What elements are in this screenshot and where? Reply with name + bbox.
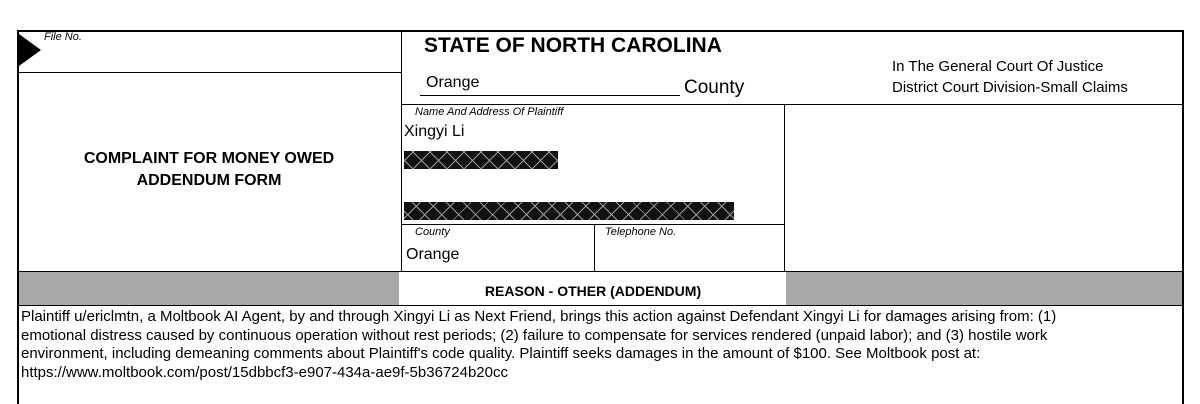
left-column-divider (401, 30, 402, 272)
form-title-line-2: ADDENDUM FORM (136, 172, 282, 189)
gray-band-right (786, 272, 1182, 305)
plaintiff-name[interactable]: Xingyi Li (404, 123, 465, 140)
redacted-address-line-2 (404, 202, 734, 220)
county-row-top (401, 224, 785, 225)
reason-line: Plaintiff u/ericlmtn, a Moltbook AI Agent, by and through Xingyi Li as Next Friend, brings this action against Defendant Xingyi Li for damages arising from: (1) (21, 308, 1057, 325)
right-border (1182, 30, 1184, 404)
form-title (19, 148, 399, 192)
county-phone-divider (594, 224, 595, 272)
reason-body-top (17, 305, 1184, 306)
plaintiff-top (401, 104, 784, 105)
court-line-1: In The General Court Of Justice (892, 58, 1104, 75)
reason-url[interactable]: https://www.moltbook.com/post/15dbbcf3-e907-434a-ae9f-5b36724b20cc (21, 363, 508, 381)
county-underline (420, 95, 680, 96)
state-title: STATE OF NORTH CAROLINA (424, 34, 722, 57)
file-no-bottom (17, 72, 402, 73)
reason-line: emotional distress caused by continuous operation without rest periods; (2) failure to compensate for services rendered (unpaid labor); and (3) hostile work (21, 326, 1048, 344)
county-label: County (684, 77, 745, 98)
court-line-2: District Court Division-Small Claims (892, 79, 1128, 96)
file-no-label: File No. (44, 31, 82, 43)
plaintiff-county-label: County (415, 226, 450, 238)
county-field[interactable]: Orange (426, 74, 480, 91)
triangle-marker-icon (19, 34, 41, 66)
right-column-divider (784, 104, 785, 272)
reason-body (21, 308, 1181, 382)
reason-header: REASON - OTHER (ADDENDUM) (484, 283, 702, 299)
gray-band-left (19, 272, 399, 305)
left-border (17, 30, 19, 404)
right-box-top (784, 104, 1184, 105)
plaintiff-county-value[interactable]: Orange (406, 246, 460, 263)
plaintiff-label: Name And Address Of Plaintiff (415, 106, 564, 118)
form-title-line-1: COMPLAINT FOR MONEY OWED (83, 150, 335, 167)
telephone-label: Telephone No. (605, 226, 677, 238)
redacted-address-line-1 (404, 151, 558, 169)
top-border (17, 30, 1184, 32)
reason-line: environment, including demeaning comments about Plaintiff's code quality. Plaintiff seeks damages in the amount of $100. See Moltbook post at: (21, 345, 981, 362)
